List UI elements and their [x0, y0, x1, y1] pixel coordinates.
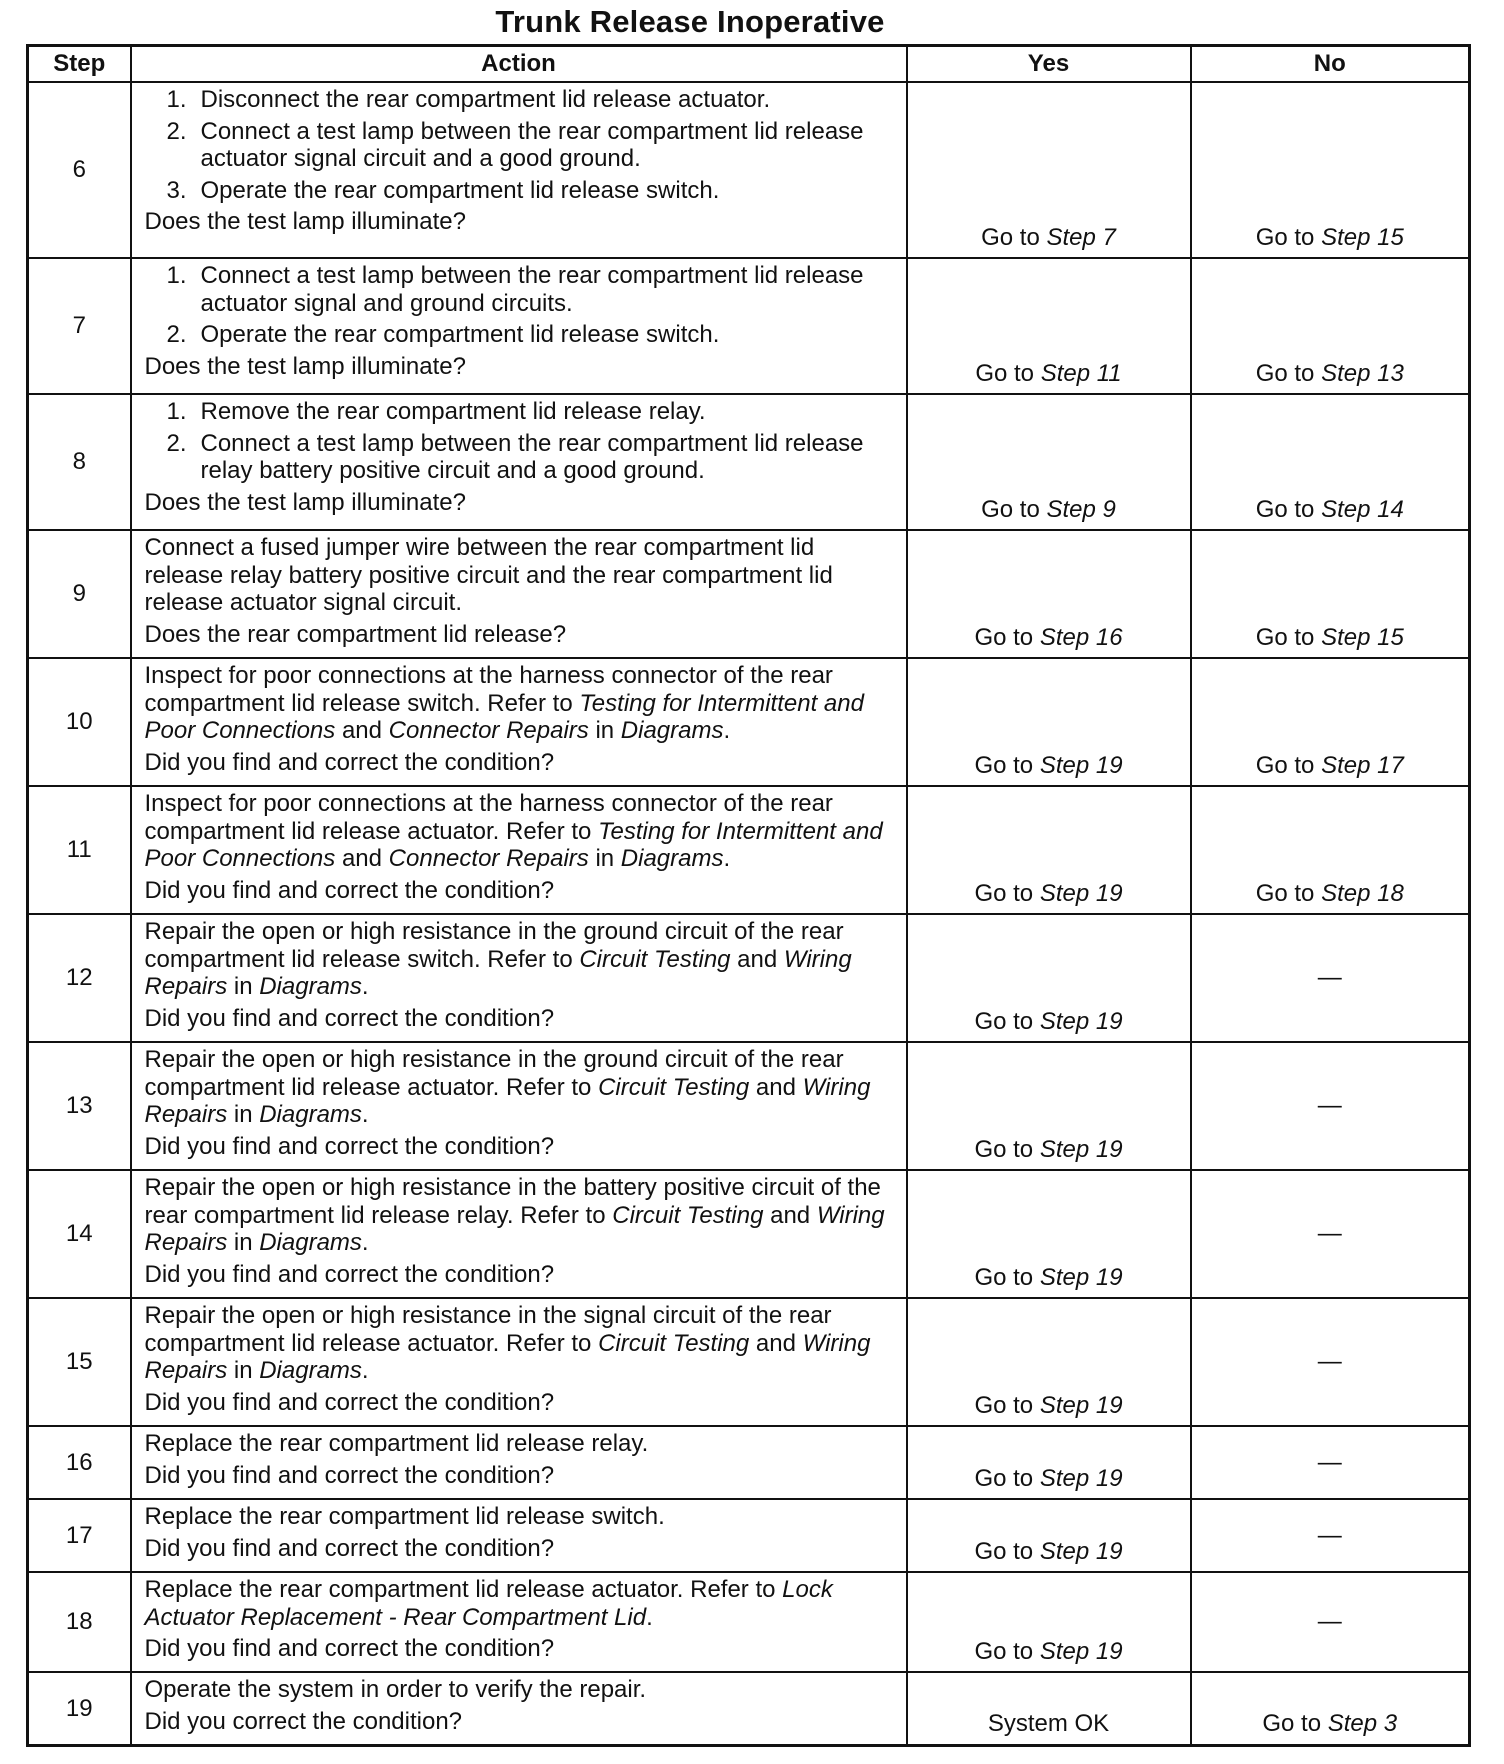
reference-link[interactable]: Circuit Testing [579, 945, 731, 973]
yes-step-link[interactable]: Step 11 [1040, 359, 1122, 387]
question: Did you find and correct the condition? [144, 1461, 555, 1489]
yes-step-link[interactable]: Step 19 [1039, 1007, 1123, 1035]
yes-step-link[interactable]: Step 16 [1039, 623, 1123, 651]
table-row [28, 1170, 1470, 1298]
table-row [28, 1572, 1470, 1672]
no-step-link[interactable]: Step 14 [1321, 495, 1404, 523]
yes-cell: Go to Step 19 [907, 1298, 1191, 1426]
table-row [28, 1499, 1470, 1572]
yes-cell: System OK [907, 1672, 1191, 1745]
question: Did you find and correct the condition? [144, 1132, 555, 1160]
reference-link[interactable]: Testing for Intermittent and Poor Connections [144, 689, 864, 744]
action-text: Replace the rear compartment lid release actuator. Refer to Lock Actuator Replacement - Rear Compartment Lid. [144, 1576, 833, 1631]
question: Does the test lamp illuminate? [144, 352, 466, 380]
action-text: Replace the rear compartment lid release relay. [144, 1430, 649, 1457]
action-cell [131, 1298, 907, 1426]
reference-link[interactable]: Circuit Testing [598, 1329, 750, 1357]
no-cell: Go to Step 13 [1191, 258, 1470, 394]
no-step-link[interactable]: Step 18 [1321, 879, 1404, 907]
reference-link[interactable]: Connector Repairs [388, 845, 589, 872]
action-text: Repair the open or high resistance in the battery positive circuit of the rear compartment lid release relay. Refer to Circuit Testing and Wiring Repairs in Diagrams. [144, 1174, 885, 1256]
reference-link[interactable]: Wiring Repairs [144, 1201, 885, 1256]
question: Does the rear compartment lid release? [144, 620, 567, 648]
reference-link[interactable]: Testing for Intermittent and Poor Connections [144, 817, 883, 872]
no-cell: Go to Step 15 [1191, 82, 1470, 258]
action-cell [131, 1499, 907, 1572]
table-row [28, 394, 1470, 530]
table-row [28, 1672, 1470, 1745]
yes-step-link[interactable]: Step 9 [1046, 495, 1116, 523]
table-row [28, 786, 1470, 914]
reference-link[interactable]: Connector Repairs [388, 717, 589, 744]
yes-cell: Go to Step 19 [907, 914, 1191, 1042]
action-cell: 1. Connect a test lamp between the rear compartment lid release actuator signal and ground circuits. 2. Operate the rear compartment lid release switch. Does the test lamp illuminate? [131, 258, 907, 394]
yes-cell: Go to Step 11 [907, 258, 1191, 394]
action-cell: 1. Disconnect the rear compartment lid release actuator. 2. Connect a test lamp between the rear compartment lid release actuator signal circuit and a good ground. 3. Operate the rear compartment lid release switch. Does the test lamp illuminate? [131, 82, 907, 258]
yes-cell: Go to Step 19 [907, 1042, 1191, 1170]
no-cell: — [1191, 1426, 1470, 1499]
yes-step-link[interactable]: Step 19 [1039, 1263, 1123, 1291]
table-row [28, 82, 1470, 258]
step-number: 18 [28, 1572, 131, 1672]
yes-cell: Go to Step 16 [907, 530, 1191, 658]
action-cell [131, 1170, 907, 1298]
action-text: Repair the open or high resistance in the signal circuit of the rear compartment lid release actuator. Refer to Circuit Testing and Wiring Repairs in Diagrams. [144, 1302, 871, 1384]
step-number: 10 [28, 658, 131, 786]
action-cell [131, 1042, 907, 1170]
step-number: 14 [28, 1170, 131, 1298]
header-step: Step [28, 46, 131, 83]
table-row [28, 530, 1470, 658]
no-cell: — [1191, 1298, 1470, 1426]
step-number: 17 [28, 1499, 131, 1572]
no-step-link[interactable]: Step 3 [1327, 1710, 1398, 1737]
diagnostic-table [26, 44, 1471, 1747]
no-cell: Go to Step 3 [1191, 1672, 1470, 1745]
action-item: Operate the rear compartment lid release switch. [200, 176, 720, 204]
yes-cell: Go to Step 9 [907, 394, 1191, 530]
table-row [28, 914, 1470, 1042]
no-step-link[interactable]: Step 17 [1321, 751, 1404, 779]
step-number: 8 [28, 394, 131, 530]
question: Did you find and correct the condition? [144, 1635, 555, 1662]
reference-link[interactable]: Diagrams [259, 1101, 362, 1128]
action-item: Connect a test lamp between the rear compartment lid release relay battery positive circuit and a good ground. [200, 429, 864, 484]
step-number: 19 [28, 1672, 131, 1745]
yes-step-link[interactable]: Step 19 [1039, 1135, 1123, 1163]
no-cell: — [1191, 914, 1470, 1042]
yes-step-link[interactable]: Step 19 [1039, 751, 1123, 779]
step-number: 9 [28, 530, 131, 658]
step-number: 12 [28, 914, 131, 1042]
step-number: 7 [28, 258, 131, 394]
action-text: Inspect for poor connections at the harness connector of the rear compartment lid release switch. Refer to Testing for Intermittent and Poor Connections and Connector Repairs in Diagrams. [144, 662, 864, 744]
yes-cell: Go to Step 19 [907, 658, 1191, 786]
action-text: Repair the open or high resistance in the ground circuit of the rear compartment lid release switch. Refer to Circuit Testing and Wiring Repairs in Diagrams. [144, 918, 852, 1000]
action-item: Remove the rear compartment lid release relay. [200, 398, 706, 425]
step-number: 11 [28, 786, 131, 914]
table-row [28, 1042, 1470, 1170]
action-text: Replace the rear compartment lid release switch. [144, 1503, 665, 1530]
action-text: Repair the open or high resistance in the ground circuit of the rear compartment lid release actuator. Refer to Circuit Testing and Wiring Repairs in Diagrams. [144, 1046, 871, 1128]
table-row [28, 1426, 1470, 1499]
yes-cell: Go to Step 19 [907, 1499, 1191, 1572]
action-item: Disconnect the rear compartment lid release actuator. [200, 86, 771, 113]
reference-link[interactable]: Diagrams [620, 845, 724, 872]
reference-link[interactable]: Wiring Repairs [144, 1329, 871, 1384]
reference-link[interactable]: Diagrams [259, 973, 362, 1000]
reference-link[interactable]: Diagrams [259, 1357, 362, 1384]
no-step-link[interactable]: Step 15 [1321, 623, 1404, 651]
action-item: Connect a test lamp between the rear compartment lid release actuator signal and ground circuits. [200, 262, 864, 317]
reference-link[interactable]: Circuit Testing [598, 1073, 750, 1101]
action-cell [131, 914, 907, 1042]
table-row [28, 658, 1470, 786]
step-number: 16 [28, 1426, 131, 1499]
header-no: No [1191, 46, 1470, 83]
question: Did you find and correct the condition? [144, 748, 555, 776]
reference-link[interactable]: Wiring Repairs [144, 1073, 871, 1128]
header-action: Action [131, 46, 907, 83]
action-text: Operate the system in order to verify the repair. [144, 1676, 647, 1703]
header-row [28, 46, 1470, 83]
reference-link[interactable]: Wiring Repairs [144, 945, 852, 1000]
yes-cell: Go to Step 19 [907, 1572, 1191, 1672]
no-cell: Go to Step 18 [1191, 786, 1470, 914]
action-item: Connect a test lamp between the rear compartment lid release actuator signal circuit and a good ground. [200, 117, 864, 172]
no-cell: — [1191, 1042, 1470, 1170]
header-yes: Yes [907, 46, 1191, 83]
step-number: 15 [28, 1298, 131, 1426]
action-cell [131, 1426, 907, 1499]
reference-link[interactable]: Diagrams [620, 717, 724, 744]
no-cell: Go to Step 17 [1191, 658, 1470, 786]
question: Did you find and correct the condition? [144, 1004, 555, 1032]
no-cell: — [1191, 1170, 1470, 1298]
action-cell: 1. Remove the rear compartment lid release relay. 2. Connect a test lamp between the rear compartment lid release relay battery positive circuit and a good ground. Does the test lamp illuminate? [131, 394, 907, 530]
step-number: 13 [28, 1042, 131, 1170]
yes-step-link[interactable]: Step 19 [1039, 879, 1123, 907]
action-cell [131, 1672, 907, 1745]
no-cell: — [1191, 1499, 1470, 1572]
question: Did you find and correct the condition? [144, 1260, 555, 1288]
reference-link[interactable]: Lock Actuator Replacement - Rear Compartment Lid [144, 1576, 833, 1631]
question: Did you find and correct the condition? [144, 1388, 555, 1416]
yes-step-link[interactable]: Step 19 [1039, 1537, 1123, 1565]
yes-cell: Go to Step 19 [907, 1170, 1191, 1298]
no-cell: Go to Step 14 [1191, 394, 1470, 530]
no-step-link[interactable]: Step 13 [1321, 359, 1404, 387]
step-number: 6 [28, 82, 131, 258]
table-row [28, 258, 1470, 394]
reference-link[interactable]: Diagrams [259, 1229, 362, 1256]
action-cell [131, 530, 907, 658]
no-step-link[interactable]: Step 15 [1321, 223, 1404, 251]
action-cell [131, 786, 907, 914]
question: Did you find and correct the condition? [144, 876, 555, 904]
yes-cell: Go to Step 7 [907, 82, 1191, 258]
question: Did you correct the condition? [144, 1707, 463, 1735]
action-cell [131, 1572, 907, 1672]
action-text: Inspect for poor connections at the harness connector of the rear compartment lid release actuator. Refer to Testing for Intermittent and Poor Connections and Connector Repairs in Diagrams. [144, 790, 883, 872]
no-cell: Go to Step 15 [1191, 530, 1470, 658]
yes-step-link[interactable]: Step 19 [1039, 1391, 1123, 1419]
yes-cell: Go to Step 19 [907, 786, 1191, 914]
yes-step-link[interactable]: Step 19 [1039, 1637, 1123, 1665]
table-row [28, 1298, 1470, 1426]
action-item: Operate the rear compartment lid release switch. [200, 321, 720, 348]
reference-link[interactable]: Circuit Testing [612, 1201, 764, 1229]
question: Does the test lamp illuminate? [144, 488, 466, 516]
yes-step-link[interactable]: Step 19 [1039, 1464, 1123, 1492]
question: Does the test lamp illuminate? [144, 208, 466, 235]
page-title: Trunk Release Inoperative [495, 4, 885, 39]
question: Did you find and correct the condition? [144, 1534, 555, 1562]
yes-step-link[interactable]: Step 7 [1046, 223, 1116, 251]
yes-cell: Go to Step 19 [907, 1426, 1191, 1499]
action-cell [131, 658, 907, 786]
action-text: Connect a fused jumper wire between the rear compartment lid release relay battery positive circuit and the rear compartment lid release actuator signal circuit. [144, 534, 833, 616]
no-cell: — [1191, 1572, 1470, 1672]
